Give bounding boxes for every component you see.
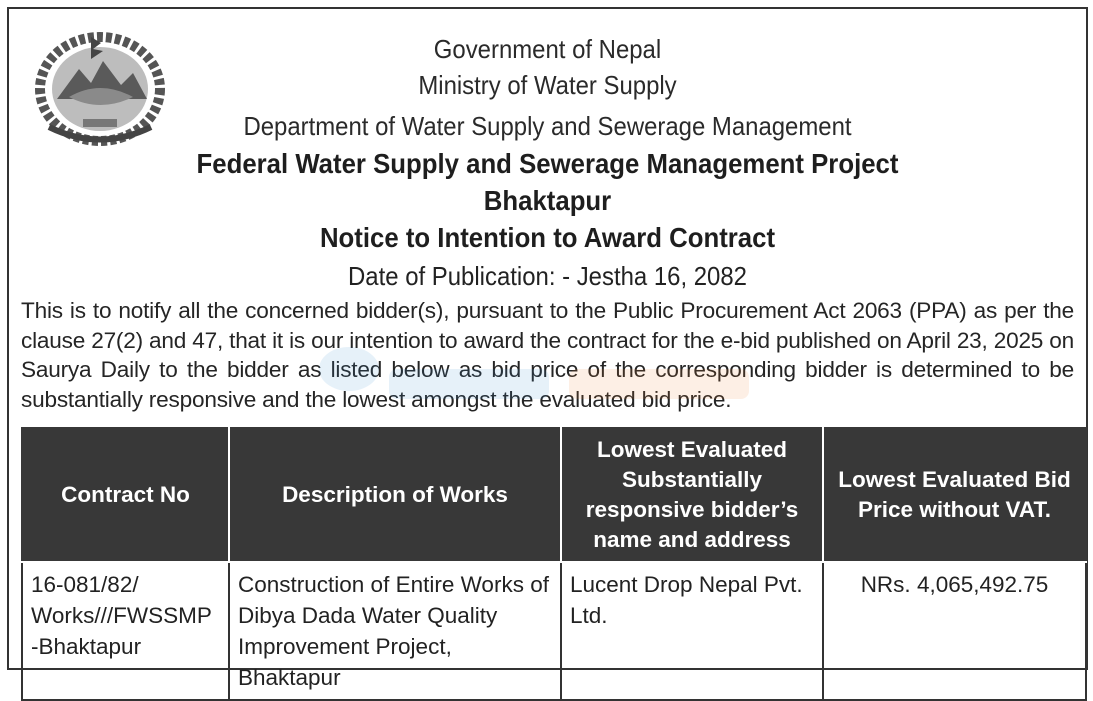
table-header-row bbox=[22, 428, 1086, 562]
cell-contract-no: 16-081/82/ Works///FWSSMP -Bhaktapur bbox=[22, 562, 229, 700]
notice-frame bbox=[7, 7, 1088, 690]
header-contract-no: Contract No bbox=[22, 428, 229, 562]
department-title: Department of Water Supply and Sewerage Management bbox=[243, 110, 852, 141]
ministry-title: Ministry of Water Supply bbox=[418, 70, 677, 100]
project-title: Federal Water Supply and Sewerage Management Project bbox=[196, 148, 899, 179]
header-bidder: Lowest Evaluated Substantially responsive bidder’s name and address bbox=[561, 428, 823, 562]
publication-date: Date of Publication: - Jestha 16, 2082 bbox=[348, 261, 747, 291]
cell-bidder: Lucent Drop Nepal Pvt. Ltd. bbox=[561, 562, 823, 700]
header-description: Description of Works bbox=[229, 428, 561, 562]
notice-header bbox=[9, 31, 1086, 294]
award-table bbox=[21, 427, 1087, 701]
government-title: Government of Nepal bbox=[433, 34, 662, 64]
notice-paragraph: This is to notify all the concerned bidder(s), pursuant to the Public Procurement Act 2063 (PPA) as per the clause 27(2) and 47, that it is our intention to award the contract for the e-bid published on April 23, 2025 on Saurya Daily to the bidder as listed below as bid price of the corresponding bidder is determined to be substantially responsive and the lowest amongst the evaluated bid price. bbox=[21, 298, 1074, 412]
cell-price: NRs. 4,065,492.75 bbox=[823, 562, 1086, 700]
table-row bbox=[22, 562, 1086, 700]
notice-title: Notice to Intention to Award Contract bbox=[319, 222, 776, 253]
cell-description: Construction of Entire Works of Dibya Dada Water Quality Improvement Project, Bhaktapur bbox=[229, 562, 561, 700]
location-title: Bhaktapur bbox=[483, 185, 612, 216]
header-price: Lowest Evaluated Bid Price without VAT. bbox=[823, 428, 1086, 562]
